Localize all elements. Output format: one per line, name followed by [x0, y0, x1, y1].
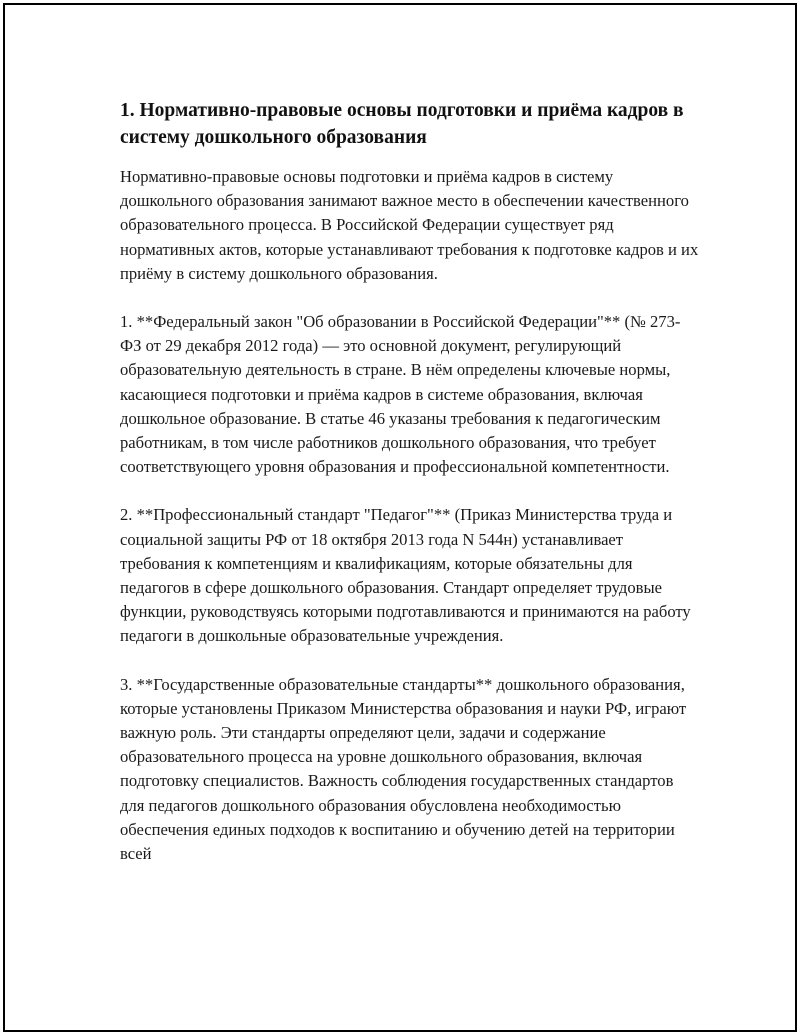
document-title: 1. Нормативно-правовые основы подготовки и приёма кадров в систему дошкольного образования — [120, 100, 684, 148]
paragraph-state-standards: 3. **Государственные образовательные стандарты** дошкольного образования, которые установлены Приказом Министерства образования и науки РФ, играют важную роль. Эти стандарты определяют цели, задачи и содержание образовательного процесса на уровне дошкольного образования, включая подготовку специалистов. Важность соблюдения государственных стандартов для педагогов дошкольного образования обусловлена необходимостью обеспечения единых подходов к воспитанию и обучению детей на территории всей — [120, 674, 687, 864]
page-frame — [3, 3, 797, 1032]
paragraph-professional-standard: 2. **Профессиональный стандарт "Педагог"** (Приказ Министерства труда и социальной защиты РФ от 18 октября 2013 года N 544н) устанавливает требования к компетенциям и квалификациям, которые обязательны для педагогов в сфере дошкольного образования. Стандарт определяет трудовые функции, руководствуясь которыми подготавливаются и принимаются на работу педагоги в дошкольные образовательные учреждения. — [120, 505, 691, 646]
paragraph-federal-law: 1. **Федеральный закон "Об образовании в Российской Федерации"** (№ 273-ФЗ от 29 декабря 2012 года) — это основной документ, регулирующий образовательную деятельность в стране. В нём определены ключевые нормы, касающиеся подготовки и приёма кадров в системе образования, включая дошкольное образование. В статье 46 указаны требования к педагогическим работникам, в том числе работников дошкольного образования, что требует соответствующего уровня образования и профессиональной компетентности. — [120, 312, 681, 477]
document-body — [120, 97, 700, 890]
intro-paragraph: Нормативно-правовые основы подготовки и приёма кадров в систему дошкольного образования занимают важное место в обеспечении качественного образовательного процесса. В Российской Федерации существует ряд нормативных актов, которые устанавливают требования к подготовке кадров и их приёму в систему дошкольного образования. — [120, 167, 699, 283]
